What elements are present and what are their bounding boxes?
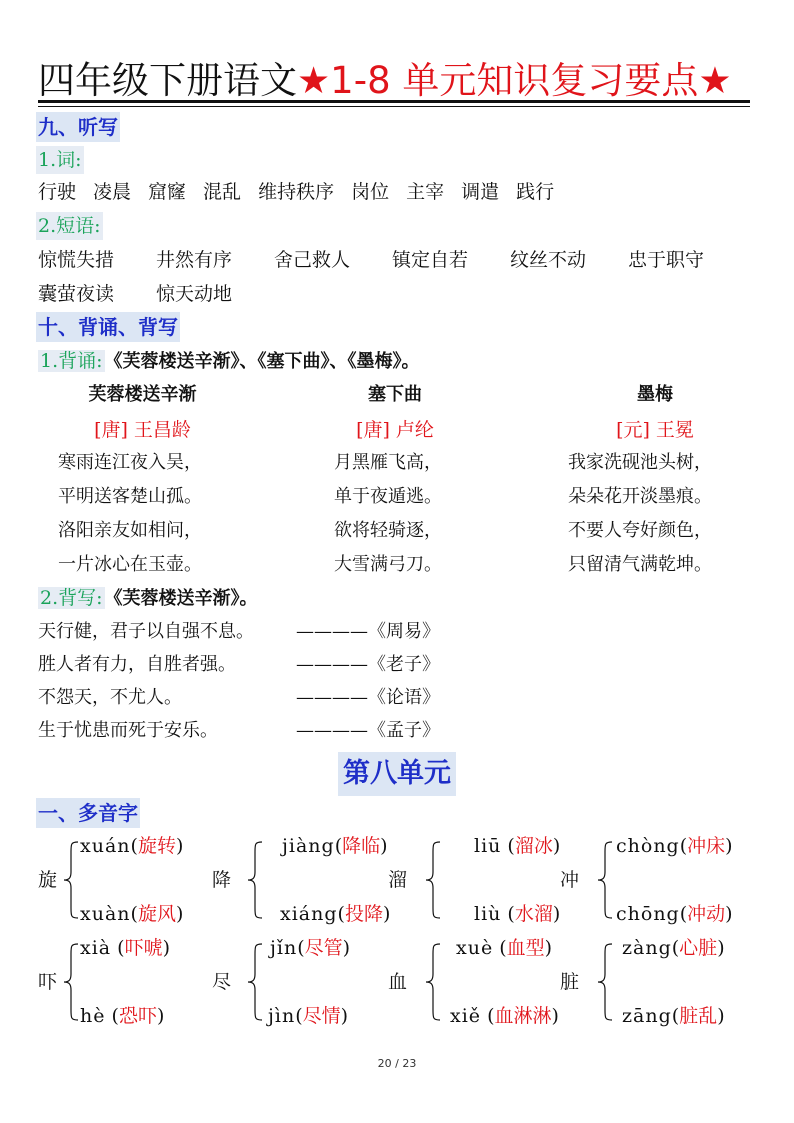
example-word: 血淋淋 bbox=[494, 1005, 552, 1027]
poem-author: [唐] 王昌龄 bbox=[94, 419, 191, 441]
pinyin: chōng bbox=[616, 903, 680, 925]
section-heading-dictation: 九、听写 bbox=[36, 112, 120, 142]
polyphonic-entry: liù (水溜) bbox=[474, 903, 561, 925]
quote-source: ————《孟子》 bbox=[296, 720, 440, 741]
word-item: 调遣 bbox=[461, 181, 500, 203]
polyphonic-entry: xuè (血型) bbox=[456, 937, 553, 959]
phrase-item: 纹丝不动 bbox=[510, 249, 587, 271]
brace-icon bbox=[596, 840, 614, 920]
polyphonic-entry: zàng(心脏) bbox=[622, 937, 725, 959]
example-word: 吓唬 bbox=[124, 937, 163, 959]
recite-text: 《芙蓉楼送辛渐》、《塞下曲》、《墨梅》。 bbox=[104, 351, 420, 372]
quote-text: 不怨天，不尤人。 bbox=[38, 687, 182, 708]
polyphonic-char: 脏 bbox=[560, 971, 580, 993]
polyphonic-entry: chōng(冲动) bbox=[616, 903, 733, 925]
example-word: 尽管 bbox=[304, 937, 343, 959]
poem-line: 只留清气满乾坤。 bbox=[568, 554, 712, 575]
word-item: 岗位 bbox=[351, 181, 390, 203]
example-word: 水溜 bbox=[514, 903, 553, 925]
words-list bbox=[38, 178, 571, 206]
example-word: 投降 bbox=[344, 903, 383, 925]
poem-author: [唐] 卢纶 bbox=[356, 419, 434, 441]
word-item: 维持秩序 bbox=[258, 181, 335, 203]
polyphonic-char: 降 bbox=[212, 869, 232, 891]
pinyin: liū bbox=[474, 835, 502, 857]
poem-title: 墨梅 bbox=[637, 384, 673, 405]
poem-line: 朵朵花开淡墨痕。 bbox=[568, 486, 712, 507]
polyphonic-entry: zāng(脏乱) bbox=[622, 1005, 725, 1027]
brace-icon bbox=[246, 840, 264, 920]
write-text: 《芙蓉楼送辛渐》。 bbox=[104, 588, 258, 609]
poem-line: 寒雨连江夜入吴， bbox=[58, 452, 202, 473]
example-word: 恐吓 bbox=[118, 1005, 157, 1027]
word-item: 主宰 bbox=[406, 181, 445, 203]
polyphonic-entry: xuàn(旋风) bbox=[80, 903, 184, 925]
phrases-row-1 bbox=[38, 246, 704, 274]
polyphonic-char: 尽 bbox=[212, 971, 232, 993]
phrase-item: 镇定自若 bbox=[392, 249, 469, 271]
quote-source: ————《论语》 bbox=[296, 687, 440, 708]
poem-title: 塞下曲 bbox=[368, 384, 422, 405]
example-word: 冲床 bbox=[687, 835, 726, 857]
words-label: 1.词: bbox=[36, 146, 84, 174]
title-rule-thin bbox=[38, 106, 750, 107]
section-heading-recite: 十、背诵、背写 bbox=[36, 312, 180, 342]
brace-icon bbox=[246, 942, 264, 1022]
brace-icon bbox=[596, 942, 614, 1022]
example-word: 心脏 bbox=[679, 937, 718, 959]
polyphonic-entry: liū (溜冰) bbox=[474, 835, 561, 857]
phrase-item: 忠于职守 bbox=[628, 249, 705, 271]
poem-line: 单于夜遁逃。 bbox=[334, 486, 442, 507]
example-word: 旋转 bbox=[137, 835, 176, 857]
unit-title: 第八单元 bbox=[338, 752, 456, 796]
poem-author: [元] 王冕 bbox=[616, 419, 694, 441]
polyphonic-entry: xià (吓唬) bbox=[80, 937, 171, 959]
poem-line: 大雪满弓刀。 bbox=[334, 554, 442, 575]
polyphonic-char: 冲 bbox=[560, 869, 580, 891]
phrases-label: 2.短语: bbox=[36, 212, 103, 240]
poem-line: 欲将轻骑逐， bbox=[334, 520, 442, 541]
quote-text: 生于忧患而死于安乐。 bbox=[38, 720, 218, 741]
page-number: 20 / 23 bbox=[377, 1057, 417, 1070]
polyphonic-char: 旋 bbox=[38, 869, 58, 891]
quote-source: ————《周易》 bbox=[296, 621, 440, 642]
recite-row bbox=[38, 347, 420, 376]
word-item: 践行 bbox=[516, 181, 555, 203]
quote-text: 天行健，君子以自强不息。 bbox=[38, 621, 254, 642]
polyphonic-entry: xiě (血淋淋) bbox=[450, 1005, 559, 1027]
star-icon: ★ bbox=[698, 59, 732, 102]
poem-line: 我家洗砚池头树， bbox=[568, 452, 712, 473]
phrase-item: 囊萤夜读 bbox=[38, 283, 115, 305]
word-item: 窟窿 bbox=[148, 181, 187, 203]
example-word: 溜冰 bbox=[514, 835, 553, 857]
example-word: 旋风 bbox=[137, 903, 176, 925]
write-row bbox=[38, 584, 258, 613]
polyphonic-char: 溜 bbox=[388, 869, 408, 891]
pinyin: xuán bbox=[80, 835, 131, 857]
pinyin: xuàn bbox=[80, 903, 131, 925]
pinyin: zāng bbox=[622, 1005, 672, 1027]
poem-line: 不要人夸好颜色， bbox=[568, 520, 712, 541]
pinyin: chòng bbox=[616, 835, 680, 857]
write-label: 2.背写: bbox=[40, 587, 103, 609]
poem-line: 洛阳亲友如相问， bbox=[58, 520, 202, 541]
phrases-row-2 bbox=[38, 280, 232, 308]
example-word: 脏乱 bbox=[679, 1005, 718, 1027]
pinyin: hè bbox=[80, 1005, 106, 1027]
pinyin: zàng bbox=[622, 937, 672, 959]
brace-icon bbox=[424, 942, 442, 1022]
star-icon: ★ bbox=[297, 59, 331, 102]
pinyin: xiě bbox=[450, 1005, 482, 1027]
pinyin: jiàng bbox=[282, 835, 335, 857]
pinyin: liù bbox=[474, 903, 502, 925]
polyphonic-entry: xiáng(投降) bbox=[280, 903, 391, 925]
example-word: 尽情 bbox=[302, 1005, 341, 1027]
polyphonic-char: 血 bbox=[388, 971, 408, 993]
poem-line: 月黑雁飞高， bbox=[334, 452, 442, 473]
section-heading-polyphonic: 一、多音字 bbox=[36, 798, 140, 828]
polyphonic-entry: xuán(旋转) bbox=[80, 835, 184, 857]
pinyin: xiáng bbox=[280, 903, 338, 925]
quote-source: ————《老子》 bbox=[296, 654, 440, 675]
example-word: 冲动 bbox=[687, 903, 726, 925]
brace-icon bbox=[62, 840, 80, 920]
poem-line: 平明送客楚山孤。 bbox=[58, 486, 202, 507]
pinyin: jǐn bbox=[270, 937, 298, 959]
polyphonic-entry: jìn(尽情) bbox=[268, 1005, 349, 1027]
brace-icon bbox=[62, 942, 80, 1022]
polyphonic-char: 吓 bbox=[38, 971, 58, 993]
phrase-item: 井然有序 bbox=[156, 249, 233, 271]
word-item: 行驶 bbox=[38, 181, 77, 203]
word-item: 混乱 bbox=[203, 181, 242, 203]
word-item: 凌晨 bbox=[93, 181, 132, 203]
poem-line: 一片冰心在玉壶。 bbox=[58, 554, 202, 575]
polyphonic-entry: jiàng(降临) bbox=[282, 835, 388, 857]
quote-text: 胜人者有力，自胜者强。 bbox=[38, 654, 236, 675]
pinyin: jìn bbox=[268, 1005, 296, 1027]
polyphonic-entry: jǐn(尽管) bbox=[270, 937, 351, 959]
phrase-item: 惊慌失措 bbox=[38, 249, 115, 271]
example-word: 血型 bbox=[506, 937, 545, 959]
title-rule-thick bbox=[38, 100, 750, 103]
recite-label: 1.背诵: bbox=[40, 350, 103, 372]
polyphonic-entry: hè (恐吓) bbox=[80, 1005, 165, 1027]
pinyin: xià bbox=[80, 937, 112, 959]
brace-icon bbox=[424, 840, 442, 920]
title-red: 1-8 单元知识复习要点 bbox=[330, 59, 699, 102]
title-main: 四年级下册语文 bbox=[38, 59, 297, 102]
phrase-item: 舍己救人 bbox=[274, 249, 351, 271]
example-word: 降临 bbox=[342, 835, 381, 857]
pinyin: xuè bbox=[456, 937, 494, 959]
polyphonic-entry: chòng(冲床) bbox=[616, 835, 733, 857]
phrase-item: 惊天动地 bbox=[156, 283, 233, 305]
poem-title: 芙蓉楼送辛渐 bbox=[88, 384, 197, 405]
